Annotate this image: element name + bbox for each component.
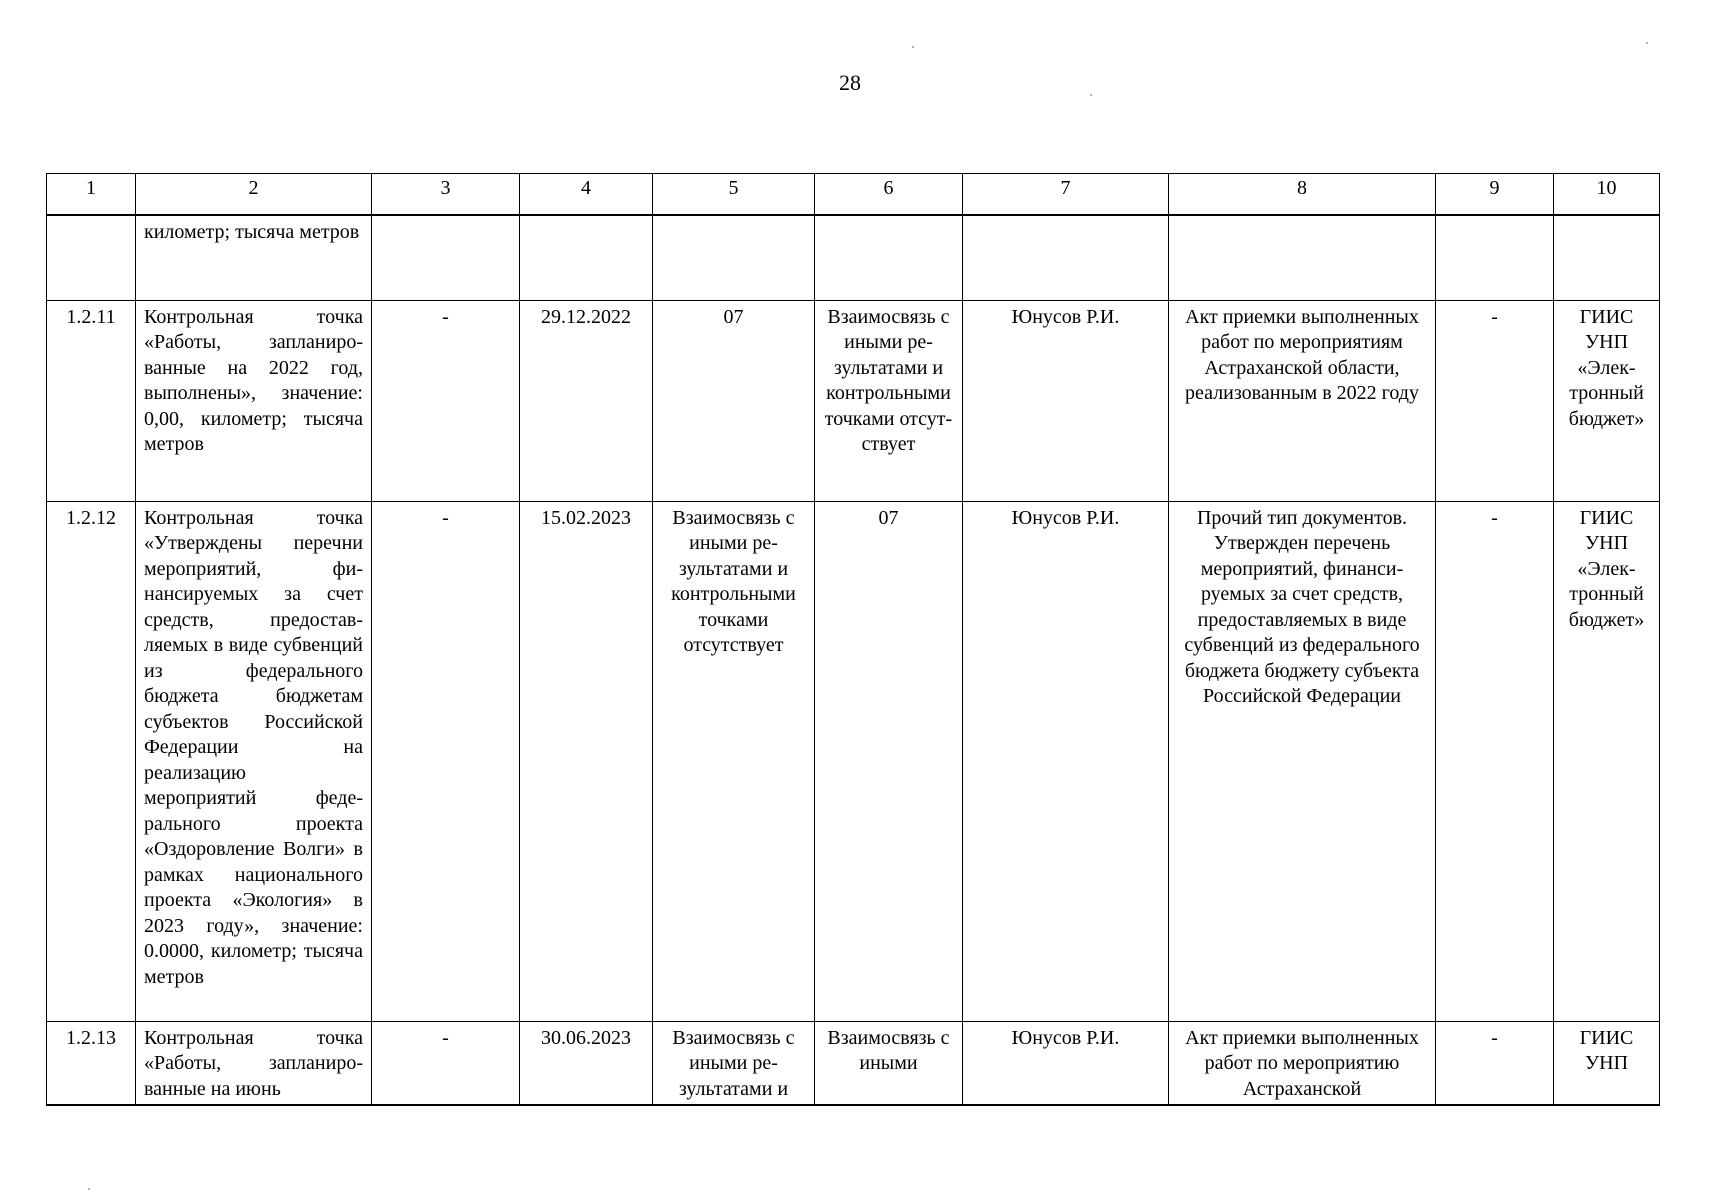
table-row — [47, 501, 1660, 1021]
control-points-table — [46, 173, 1660, 1106]
table-row — [47, 215, 1660, 300]
document-type-cell — [1169, 215, 1436, 300]
column-number: 8 — [1169, 174, 1436, 216]
table-row — [47, 1021, 1660, 1105]
table-cell: - — [1436, 300, 1554, 501]
dependency-cell: Взаимосвязь с иными результатами и контрольными точками отсутствует — [653, 501, 815, 1021]
table-header-row — [47, 174, 1660, 216]
date-cell — [520, 215, 653, 300]
scan-speck — [912, 46, 914, 48]
document-type-cell: Акт приемки выполненных работ по мероприятию Астраханской — [1169, 1021, 1436, 1105]
table-cell: - — [372, 501, 520, 1021]
table-cell — [653, 215, 815, 300]
table-cell: - — [1436, 1021, 1554, 1105]
column-number: 9 — [1436, 174, 1554, 216]
table-cell: 07 — [815, 501, 963, 1021]
scan-speck — [88, 1188, 90, 1190]
row-id-cell — [47, 215, 136, 300]
control-point-description: Контрольная точка «Работы, запланированные на июнь — [136, 1021, 372, 1105]
scan-speck — [1646, 42, 1648, 44]
document-type-cell: Прочий тип документов. Утвержден перечень мероприятий, финансируемых за счет средств, предоставляемых в виде субвенций из федерального бюджета бюджету субъекта Российской Федерации — [1169, 501, 1436, 1021]
date-cell: 29.12.2022 — [520, 300, 653, 501]
document-type-cell: Акт приемки выполненных работ по мероприятиям Астраханской области, реализованным в 2022 году — [1169, 300, 1436, 501]
column-number: 3 — [372, 174, 520, 216]
date-cell: 15.02.2023 — [520, 501, 653, 1021]
responsible-person-cell: Юнусов Р.И. — [963, 501, 1169, 1021]
row-id-cell: 1.2.11 — [47, 300, 136, 501]
column-number: 2 — [136, 174, 372, 216]
column-number: 4 — [520, 174, 653, 216]
table-cell — [372, 215, 520, 300]
table-row — [47, 300, 1660, 501]
control-point-description: километр; тысяча метров — [136, 215, 372, 300]
column-number: 6 — [815, 174, 963, 216]
dependency-cell: Взаимосвязь с иными результатами и контрольными точками отсутствует — [815, 300, 963, 501]
table-cell: - — [372, 1021, 520, 1105]
information-system-cell: ГИИС УНП «Электронный бюджет» — [1554, 300, 1660, 501]
row-id-cell: 1.2.12 — [47, 501, 136, 1021]
column-number: 7 — [963, 174, 1169, 216]
date-cell: 30.06.2023 — [520, 1021, 653, 1105]
column-number: 10 — [1554, 174, 1660, 216]
table-cell — [1436, 215, 1554, 300]
column-number: 5 — [653, 174, 815, 216]
table-cell — [815, 215, 963, 300]
table-cell: 07 — [653, 300, 815, 501]
responsible-person-cell: Юнусов Р.И. — [963, 300, 1169, 501]
row-id-cell: 1.2.13 — [47, 1021, 136, 1105]
control-point-description: Контрольная точка «Утверждены перечни мероприятий, финансируемых за счет средств, предоставляемых в виде субвенций из федерального бюджета бюджетам субъектов Российской Федерации на реализацию мероприятий федерального проекта «Оздоровление Волги» в рамках национального проекта «Экология» в 2023 году», значение: 0.0000, километр; тысяча метров — [136, 501, 372, 1021]
responsible-person-cell — [963, 215, 1169, 300]
table-cell: - — [372, 300, 520, 501]
scan-speck — [1090, 94, 1092, 96]
column-number: 1 — [47, 174, 136, 216]
dependency-cell: Взаимосвязь с иными результатами и — [653, 1021, 815, 1105]
information-system-cell: ГИИС УНП — [1554, 1021, 1660, 1105]
responsible-person-cell: Юнусов Р.И. — [963, 1021, 1169, 1105]
dependency-cell: Взаимосвязь с иными — [815, 1021, 963, 1105]
information-system-cell — [1554, 215, 1660, 300]
table-cell: - — [1436, 501, 1554, 1021]
page-number: 28 — [839, 70, 861, 95]
control-point-description: Контрольная точка «Работы, запланированные на 2022 год, выполнены», значение: 0,00, километр; тысяча метров — [136, 300, 372, 501]
information-system-cell: ГИИС УНП «Электронный бюджет» — [1554, 501, 1660, 1021]
